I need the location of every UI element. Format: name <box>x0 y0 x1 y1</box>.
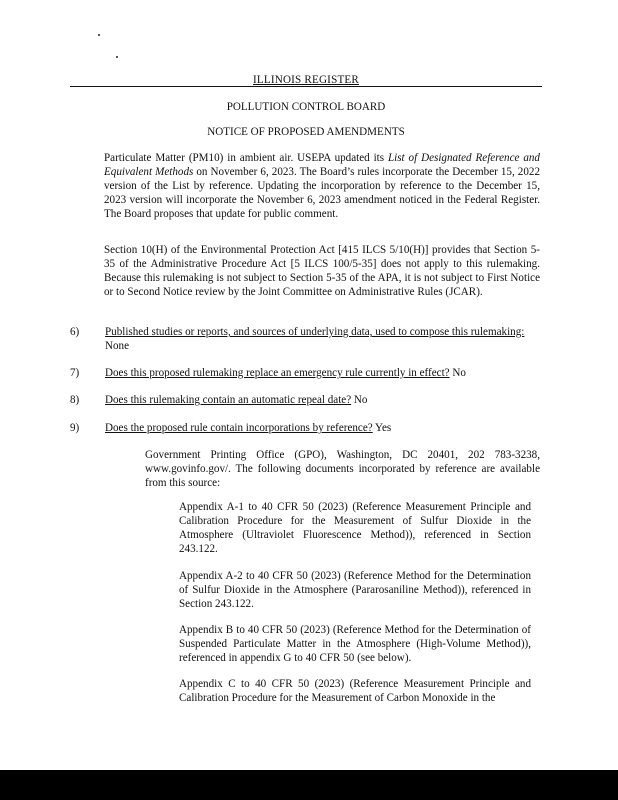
item-text <box>105 366 541 380</box>
register-title: ILLINOIS REGISTER <box>252 74 359 86</box>
item-question: Published studies or reports, and sources of underlying data, used to compose this rulemaking: <box>105 326 525 338</box>
item-number: 8) <box>70 394 80 406</box>
board-name: POLLUTION CONTROL BOARD <box>226 101 386 113</box>
item-text <box>105 325 541 353</box>
scan-bottom-border <box>0 770 618 800</box>
item-number: 7) <box>70 367 80 379</box>
header-rule <box>70 86 542 87</box>
scan-speck <box>116 56 118 58</box>
item-answer: Yes <box>372 422 392 434</box>
intro-text-end: on November 6, 2023. The Board’s rules incorporate the December 15, 2022 version of the List by reference. Updating the incorporation by reference to the December 15, 2023 version will incorporate the November 6, 2023 amendment noticed in the Federal Register. The Board proposes that update for public comment. <box>104 166 540 220</box>
item-text <box>105 421 541 435</box>
item-text <box>105 393 541 407</box>
item-question: Does the proposed rule contain incorporations by reference? <box>105 422 373 434</box>
reference-entry: Appendix B to 40 CFR 50 (2023) (Reference Method for the Determination of Suspended Particulate Matter in the Atmosphere (High-Volume Method)), referenced in appendix G to 40 CFR 50 (see below). <box>179 624 531 664</box>
item-answer: No <box>351 394 368 406</box>
scan-speck <box>98 34 100 36</box>
item-answer: None <box>105 340 130 352</box>
notice-title: NOTICE OF PROPOSED AMENDMENTS <box>207 126 405 138</box>
reference-entry: Appendix A-2 to 40 CFR 50 (2023) (Reference Method for the Determination of Sulfur Dioxide in the Atmosphere (Pararosaniline Method)), referenced in Section 243.122. <box>179 570 531 610</box>
item-answer: No <box>449 367 466 379</box>
item-number: 9) <box>70 422 80 434</box>
intro-text-italic: List of Designated Reference and Equivalent Methods <box>104 152 540 178</box>
item-number: 6) <box>70 326 80 338</box>
section-10h-paragraph: Section 10(H) of the Environmental Protection Act [415 ILCS 5/10(H)] provides that Section 5-35 of the Administrative Procedure Act [5 ILCS 100/5-35] does not apply to this rulemaking. Because this rulemaking is not subject to Section 5-35 of the APA, it is not subject to First Notice or to Second Notice review by the Joint Committee on Administrative Rules (JCAR). <box>104 244 540 298</box>
intro-paragraph <box>104 151 540 221</box>
intro-text-start: Particulate Matter (PM10) in ambient air. USEPA updated its <box>104 152 388 164</box>
item-question: Does this proposed rulemaking replace an emergency rule currently in effect? <box>105 367 450 379</box>
item-question: Does this rulemaking contain an automatic repeal date? <box>105 394 352 406</box>
reference-entry: Appendix A-1 to 40 CFR 50 (2023) (Reference Measurement Principle and Calibration Procedure for the Measurement of Sulfur Dioxide in the Atmosphere (Ultraviolet Fluorescence Method)), referenced in Section 243.122. <box>179 501 531 555</box>
reference-entry: Appendix C to 40 CFR 50 (2023) (Reference Measurement Principle and Calibration Procedure for the Measurement of Carbon Monoxide in the <box>179 678 531 704</box>
gpo-source-paragraph: Government Printing Office (GPO), Washington, DC 20401, 202 783-3238, www.govinfo.gov/. The following documents incorporated by reference are available from this source: <box>145 449 540 489</box>
